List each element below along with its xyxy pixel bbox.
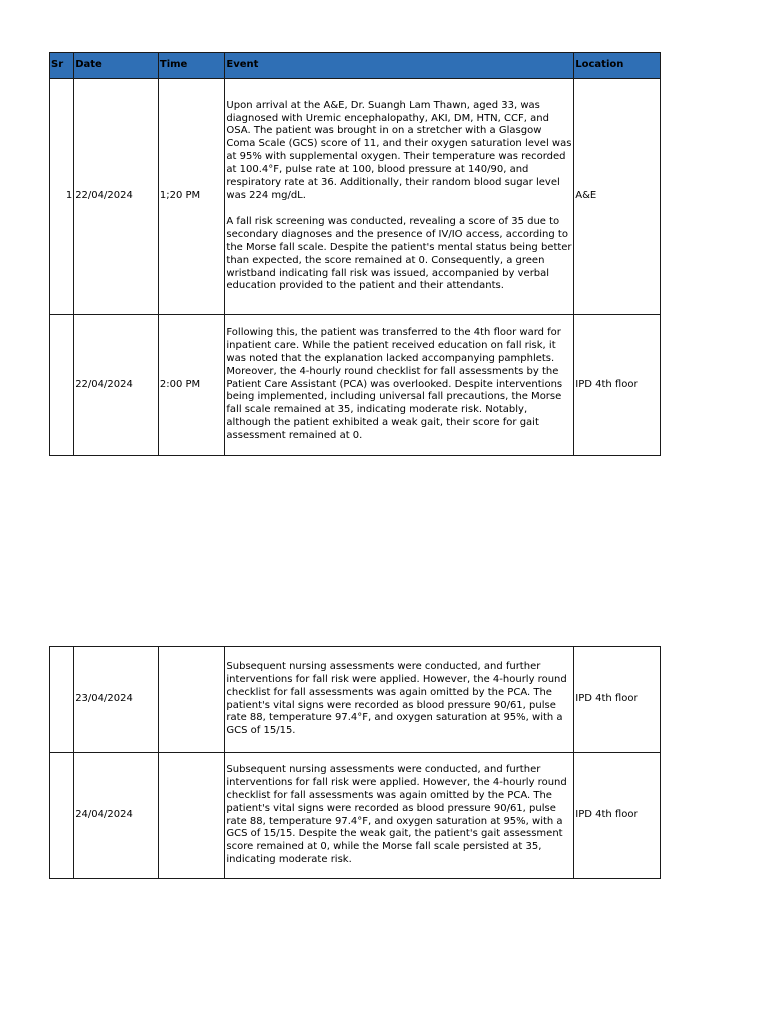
table-row xyxy=(50,753,661,879)
row-event xyxy=(225,647,574,753)
header-event: Event xyxy=(225,53,574,79)
event-timeline-table-continued xyxy=(49,646,661,879)
event-paragraph: A fall risk screening was conducted, revealing a score of 35 due to secondary diagnoses and the presence of IV/IO access, according to the Morse fall scale. Despite the patient's mental status being better than expected, the score remained at 0. Consequently, a green wristband indicating fall risk was issued, accompanied by verbal education provided to the patient and their attendants. xyxy=(226,215,572,292)
row-date: 22/04/2024 xyxy=(74,79,159,315)
row-event xyxy=(225,753,574,879)
row-date: 23/04/2024 xyxy=(74,647,159,753)
event-paragraph: Subsequent nursing assessments were conducted, and further interventions for fall risk were applied. However, the 4-hourly round checklist for fall assessments was again omitted by the PCA. The patient's vital signs were recorded as blood pressure 90/61, pulse rate 88, temperature 97.4°F, and oxygen saturation at 95%, with a GCS of 15/15. Despite the weak gait, the patient's gait assessment score remained at 0, while the Morse fall scale persisted at 35, indicating moderate risk. xyxy=(226,763,567,866)
row-time: 2:00 PM xyxy=(158,315,225,456)
row-sr: 1 xyxy=(50,79,74,315)
row-time xyxy=(158,753,225,879)
row-sr xyxy=(50,753,74,879)
table-row xyxy=(50,79,661,315)
row-date: 24/04/2024 xyxy=(74,753,159,879)
row-sr xyxy=(50,647,74,753)
row-event xyxy=(225,315,574,456)
table-row xyxy=(50,647,661,753)
event-timeline-table xyxy=(49,52,661,456)
row-time: 1;20 PM xyxy=(158,79,225,315)
row-date: 22/04/2024 xyxy=(74,315,159,456)
table-row xyxy=(50,315,661,456)
row-location: A&E xyxy=(574,79,661,315)
row-location: IPD 4th floor xyxy=(574,315,661,456)
header-location: Location xyxy=(574,53,661,79)
event-paragraph: Following this, the patient was transferred to the 4th floor ward for inpatient care. While the patient received education on fall risk, it was noted that the explanation lacked accompanying pamphlets. Moreover, the 4-hourly round checklist for fall assessments by the Patient Care Assistant (PCA) was overlooked. Despite interventions being implemented, including universal fall precautions, the Morse fall scale remained at 35, indicating moderate risk. Notably, although the patient exhibited a weak gait, their score for gait assessment remained at 0. xyxy=(226,326,563,442)
row-location: IPD 4th floor xyxy=(574,753,661,879)
table-header-row xyxy=(50,53,661,79)
header-date: Date xyxy=(74,53,159,79)
row-sr xyxy=(50,315,74,456)
row-event xyxy=(225,79,574,315)
row-time xyxy=(158,647,225,753)
event-paragraph: Upon arrival at the A&E, Dr. Suangh Lam Thawn, aged 33, was diagnosed with Uremic encephalopathy, AKI, DM, HTN, CCF, and OSA. The patient was brought in on a stretcher with a Glasgow Coma Scale (GCS) score of 11, and their oxygen saturation level was at 95% with supplemental oxygen. Their temperature was recorded at 100.4°F, pulse rate at 100, blood pressure at 140/90, and respiratory rate at 36. Additionally, their random blood sugar level was 224 mg/dL. xyxy=(226,99,572,201)
header-time: Time xyxy=(158,53,225,79)
event-paragraph: Subsequent nursing assessments were conducted, and further interventions for fall risk were applied. However, the 4-hourly round checklist for fall assessments was again omitted by the PCA. The patient's vital signs were recorded as blood pressure 90/61, pulse rate 88, temperature 97.4°F, and oxygen saturation at 95%, with a GCS of 15/15. xyxy=(226,660,567,737)
header-sr: Sr xyxy=(50,53,74,79)
row-location: IPD 4th floor xyxy=(574,647,661,753)
